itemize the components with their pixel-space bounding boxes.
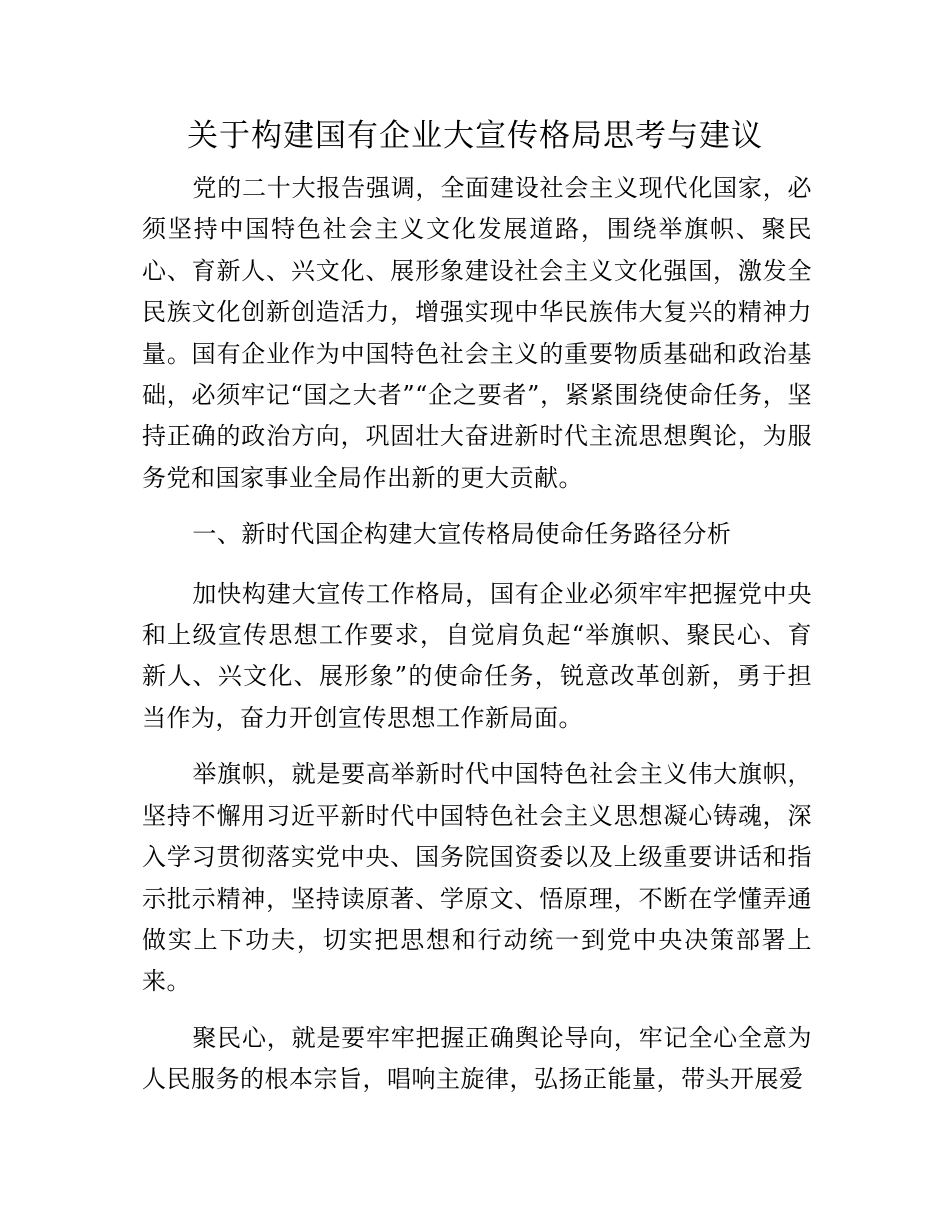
document-body — [142, 168, 812, 1116]
paragraph-unite-people: 聚民心，就是要牢牢把握正确舆论导向，牢记全心全意为人民服务的根本宗旨，唱响主旋律，弘扬正能量，带头开展爱 — [142, 1023, 812, 1094]
paragraph-intro: 党的二十大报告强调，全面建设社会主义现代化国家，必须坚持中国特色社会主义文化发展道路，围绕举旗帜、聚民心、育新人、兴文化、展形象建设社会主义文化强国，激发全民族文化创新创造活力，增强实现中华民族伟大复兴的精神力量。国有企业作为中国特色社会主义的重要物质基础和政治基础，必须牢记“国之大者”“企之要者”，紧紧围绕使命任务，坚持正确的政治方向，巩固壮大奋进新时代主流思想舆论，为服务党和国家事业全局作出新的更大贡献。 — [142, 174, 812, 492]
paragraph-raise-banner: 举旗帜，就是要高举新时代中国特色社会主义伟大旗帜，坚持不懈用习近平新时代中国特色社会主义思想凝心铸魂，深入学习贯彻落实党中央、国务院国资委以及上级重要讲话和指示批示精神，坚持读原著、学原文、悟原理，不断在学懂弄通做实上下功夫，切实把思想和行动统一到党中央决策部署上来。 — [142, 760, 812, 996]
section-heading: 一、新时代国企构建大宣传格局使命任务路径分析 — [192, 520, 732, 549]
paragraph-overview: 加快构建大宣传工作格局，国有企业必须牢牢把握党中央和上级宣传思想工作要求，自觉肩负起“举旗帜、聚民心、育新人、兴文化、展形象”的使命任务，锐意改革创新，勇于担当作为，奋力开创宣传思想工作新局面。 — [142, 579, 812, 732]
document-title: 关于构建国有企业大宣传格局思考与建议 — [187, 118, 763, 154]
